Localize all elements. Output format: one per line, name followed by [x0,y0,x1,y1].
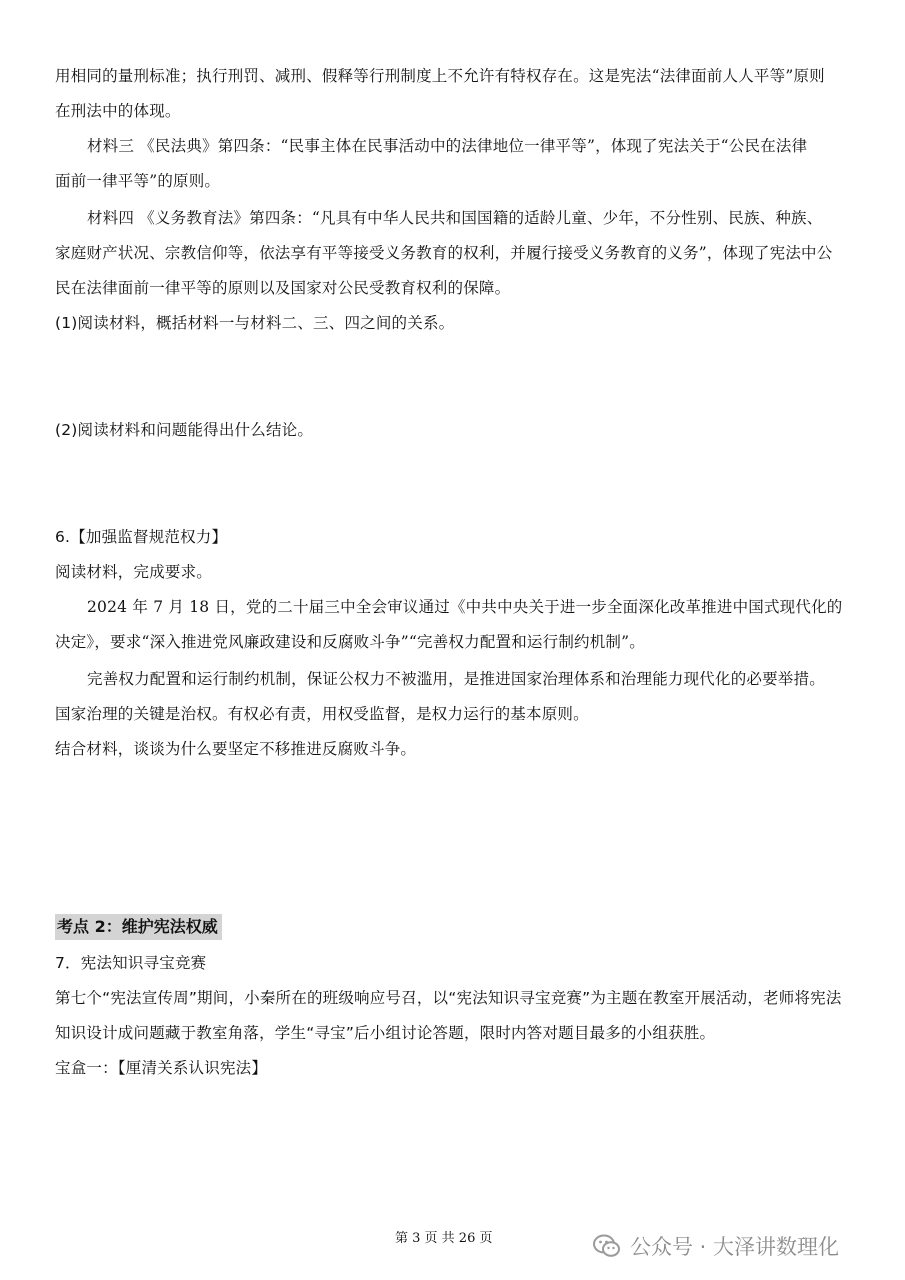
question-6-intro: 阅读材料，完成要求。 [55,563,213,581]
material-text-line-1: 用相同的量刑标准；执行刑罚、减刑、假释等行刑制度上不允许有特权存在。这是宪法“法律面前人人平等”原则 [55,67,825,85]
question-7-text-line-1: 第七个“宪法宣传周”期间，小秦所在的班级响应号召，以“宪法知识寻宝竞赛”为主题在教室开展活动，老师将宪法 [55,989,842,1007]
material-three-line-2: 面前一律平等”的原则。 [55,172,221,190]
material-text-line-2: 在刑法中的体现。 [55,102,181,120]
question-6-task: 结合材料，谈谈为什么要坚定不移推进反腐败斗争。 [55,740,417,758]
question-7-title: 7．宪法知识寻宝竞赛 [55,954,207,972]
wechat-icon [592,1231,622,1261]
material-three-line-1: 材料三 《民法典》第四条：“民事主体在民事活动中的法律地位一律平等”，体现了宪法关于“公民在法律 [87,137,808,155]
question-6-material-1-line-1: 2024 年 7 月 18 日，党的二十届三中全会审议通过《中共中央关于进一步全面深化改革推进中国式现代化的 [87,598,843,616]
watermark [592,1228,839,1264]
question-6-material-2-line-1: 完善权力配置和运行制约机制，保证公权力不被滥用，是推进国家治理体系和治理能力现代化的必要举措。 [87,670,825,688]
question-6-title: 6.【加强监督规范权力】 [55,528,228,546]
question-6-material-2-line-2: 国家治理的关键是治权。有权必有责，用权受监督，是权力运行的基本原则。 [55,705,589,723]
watermark-text: 公众号 · 大泽讲数理化 [630,1235,840,1259]
question-6-material-1-line-2: 决定》，要求“深入推进党风廉政建设和反腐败斗争”“完善权力配置和运行制约机制”。 [55,633,645,651]
material-four-line-3: 民在法律面前一律平等的原则以及国家对公民受教育权利的保障。 [55,279,511,297]
question-7-text-line-2: 知识设计成问题藏于教室角落，学生“寻宝”后小组讨论答题，限时内答对题目最多的小组获胜。 [55,1024,716,1042]
section-heading-2: 考点 2：维护宪法权威 [55,914,222,940]
material-four-line-2: 家庭财产状况、宗教信仰等，依法享有平等接受义务教育的权利，并履行接受义务教育的义务”，体现了宪法中公 [55,244,833,262]
question-2: (2)阅读材料和问题能得出什么结论。 [55,421,314,439]
treasure-box-1: 宝盒一：【厘清关系认识宪法】 [55,1059,268,1077]
question-1: (1)阅读材料，概括材料一与材料二、三、四之间的关系。 [55,314,455,332]
page-number: 第 3 页 共 26 页 [395,1231,493,1246]
material-four-line-1: 材料四 《义务教育法》第四条：“凡具有中华人民共和国国籍的适龄儿童、少年，不分性别、民族、种族、 [87,209,823,227]
